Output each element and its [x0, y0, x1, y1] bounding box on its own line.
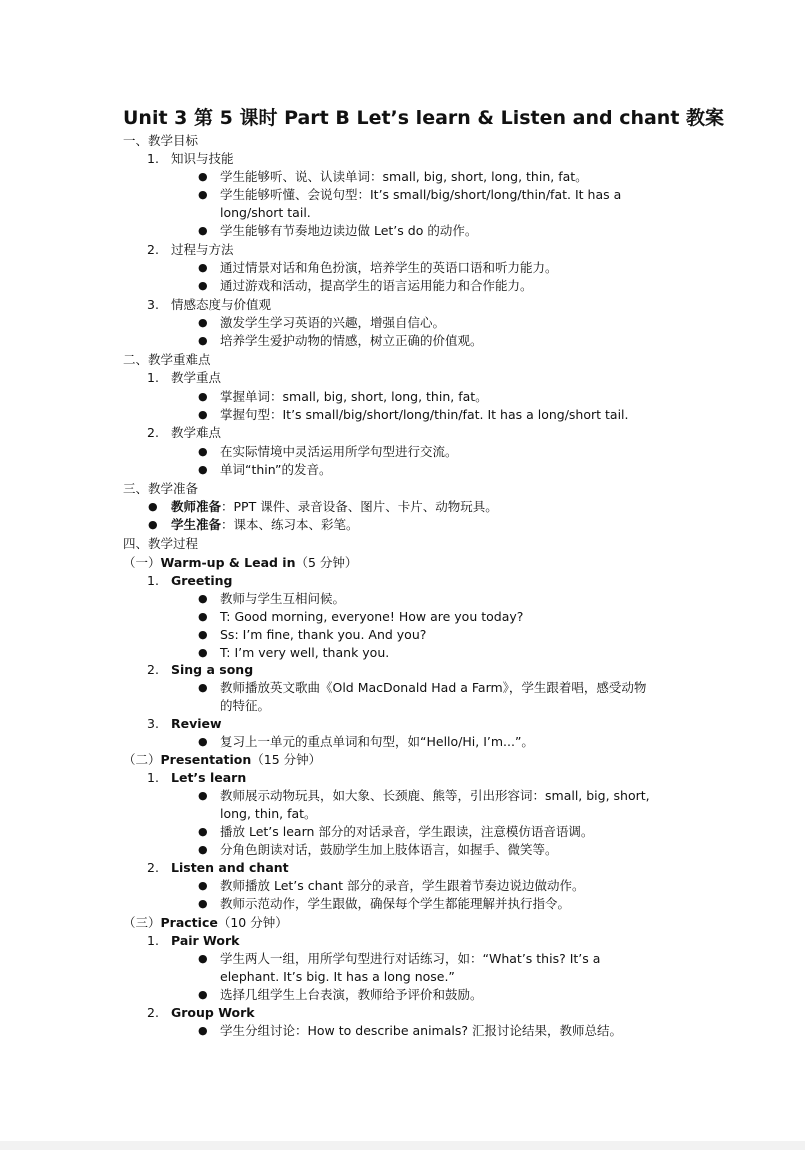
list-number: 3. — [147, 716, 159, 731]
subsection-heading: Greeting — [171, 573, 233, 588]
list-item: Ss: I’m fine, thank you. And you? — [220, 627, 427, 642]
bullet-icon: ● — [198, 735, 208, 748]
bullet-icon: ● — [198, 390, 208, 403]
bullet-icon: ● — [198, 279, 208, 292]
bullet-icon: ● — [198, 408, 208, 421]
list-item — [171, 498, 498, 516]
item-label: 教师准备 — [171, 499, 222, 514]
bullet-icon: ● — [198, 592, 208, 605]
subsection-heading: 教学难点 — [171, 425, 222, 440]
subsection-heading: 知识与技能 — [171, 151, 234, 166]
list-item: 复习上一单元的重点单词和句型，如“Hello/Hi, I’m...”。 — [220, 734, 534, 749]
bullet-icon: ● — [198, 825, 208, 838]
subsection-heading: Pair Work — [171, 933, 240, 948]
list-item: 的特征。 — [220, 698, 271, 713]
list-number: 2. — [147, 860, 159, 875]
phase-prefix: （一） — [123, 555, 161, 570]
list-item: 学生能够有节奏地边读边做 Let’s do 的动作。 — [220, 223, 478, 238]
bullet-icon: ● — [198, 1024, 208, 1037]
subsection-heading: 教学重点 — [171, 370, 222, 385]
list-item: 教师与学生互相问候。 — [220, 591, 346, 606]
bullet-icon: ● — [198, 261, 208, 274]
bullet-icon: ● — [198, 681, 208, 694]
list-item: 学生两人一组，用所学句型进行对话练习，如：“What’s this? It’s a — [220, 951, 601, 966]
list-item: 教师展示动物玩具，如大象、长颈鹿、熊等，引出形容词：small, big, short, — [220, 788, 650, 803]
item-text: ：PPT 课件、录音设备、图片、卡片、动物玩具。 — [221, 499, 498, 514]
bullet-icon: ● — [198, 445, 208, 458]
bullet-icon: ● — [148, 518, 158, 531]
phase-time: （15 分钟） — [251, 752, 322, 767]
subsection-heading: 情感态度与价值观 — [171, 297, 272, 312]
list-item: 分角色朗读对话，鼓励学生加上肢体语言，如握手、微笑等。 — [220, 842, 558, 857]
page-title: Unit 3 第 5 课时 Part B Let’s learn & Listen and chant 教案 — [123, 107, 725, 129]
list-number: 2. — [147, 1005, 159, 1020]
bullet-icon: ● — [198, 879, 208, 892]
section-heading: 一、教学目标 — [123, 133, 199, 148]
subsection-heading: Review — [171, 716, 222, 731]
subsection-heading: Sing a song — [171, 662, 254, 677]
bullet-icon: ● — [198, 610, 208, 623]
item-text: ：课本、练习本、彩笔。 — [221, 517, 359, 532]
subsection-heading: Let’s learn — [171, 770, 247, 785]
list-number: 2. — [147, 425, 159, 440]
list-item: 培养学生爱护动物的情感，树立正确的价值观。 — [220, 333, 483, 348]
list-item: 教师播放英文歌曲《Old MacDonald Had a Farm》，学生跟着唱，感受动物 — [220, 680, 647, 695]
list-item: 在实际情境中灵活运用所学句型进行交流。 — [220, 444, 458, 459]
subsection-heading: 过程与方法 — [171, 242, 234, 257]
bullet-icon: ● — [198, 988, 208, 1001]
list-number: 2. — [147, 242, 159, 257]
list-number: 1. — [147, 151, 159, 166]
bullet-icon: ● — [198, 843, 208, 856]
list-item: 播放 Let’s learn 部分的对话录音，学生跟读，注意模仿语音语调。 — [220, 824, 594, 839]
phase-time: （5 分钟） — [295, 555, 358, 570]
subsection-heading: Group Work — [171, 1005, 255, 1020]
bullet-icon: ● — [198, 628, 208, 641]
subsection-heading: Listen and chant — [171, 860, 289, 875]
phase-heading — [123, 751, 321, 769]
list-item — [171, 516, 359, 534]
list-item: elephant. It’s big. It has a long nose.” — [220, 969, 455, 984]
phase-heading — [123, 554, 357, 572]
phase-label: Warm-up & Lead in — [160, 555, 296, 570]
bullet-icon: ● — [198, 224, 208, 237]
list-item: 学生分组讨论：How to describe animals? 汇报讨论结果，教师总结。 — [220, 1023, 622, 1038]
list-item: 通过游戏和活动，提高学生的语言运用能力和合作能力。 — [220, 278, 533, 293]
list-item: 掌握句型：It’s small/big/short/long/thin/fat. It has a long/short tail. — [220, 407, 629, 422]
list-item: 掌握单词：small, big, short, long, thin, fat。 — [220, 389, 488, 404]
phase-prefix: （二） — [123, 752, 161, 767]
item-label: 学生准备 — [171, 517, 222, 532]
phase-heading — [123, 914, 288, 932]
bullet-icon: ● — [198, 789, 208, 802]
bullet-icon: ● — [198, 188, 208, 201]
list-number: 1. — [147, 770, 159, 785]
phase-time: （10 分钟） — [217, 915, 288, 930]
list-item: 学生能够听懂、会说句型：It’s small/big/short/long/thin/fat. It has a — [220, 187, 622, 202]
phase-prefix: （三） — [123, 915, 161, 930]
list-item: 通过情景对话和角色扮演，培养学生的英语口语和听力能力。 — [220, 260, 558, 275]
list-item: 选择几组学生上台表演，教师给予评价和鼓励。 — [220, 987, 483, 1002]
list-item: 学生能够听、说、认读单词：small, big, short, long, thin, fat。 — [220, 169, 588, 184]
phase-label: Practice — [160, 915, 218, 930]
list-item: 单词“thin”的发音。 — [220, 462, 332, 477]
bullet-icon: ● — [198, 463, 208, 476]
list-item: T: Good morning, everyone! How are you today? — [220, 609, 524, 624]
bullet-icon: ● — [198, 897, 208, 910]
list-item: long, thin, fat。 — [220, 806, 317, 821]
list-item: 教师播放 Let’s chant 部分的录音，学生跟着节奏边说边做动作。 — [220, 878, 585, 893]
list-number: 3. — [147, 297, 159, 312]
section-heading: 三、教学准备 — [123, 481, 199, 496]
bullet-icon: ● — [198, 316, 208, 329]
list-number: 1. — [147, 933, 159, 948]
phase-label: Presentation — [160, 752, 252, 767]
bullet-icon: ● — [198, 170, 208, 183]
list-item: long/short tail. — [220, 205, 311, 220]
list-number: 1. — [147, 370, 159, 385]
list-number: 2. — [147, 662, 159, 677]
bullet-icon: ● — [148, 500, 158, 513]
list-number: 1. — [147, 573, 159, 588]
list-item: T: I’m very well, thank you. — [220, 645, 390, 660]
bullet-icon: ● — [198, 334, 208, 347]
section-heading: 二、教学重难点 — [123, 352, 211, 367]
section-heading: 四、教学过程 — [123, 536, 199, 551]
bullet-icon: ● — [198, 646, 208, 659]
bullet-icon: ● — [198, 952, 208, 965]
list-item: 激发学生学习英语的兴趣，增强自信心。 — [220, 315, 446, 330]
list-item: 教师示范动作，学生跟做，确保每个学生都能理解并执行指令。 — [220, 896, 571, 911]
